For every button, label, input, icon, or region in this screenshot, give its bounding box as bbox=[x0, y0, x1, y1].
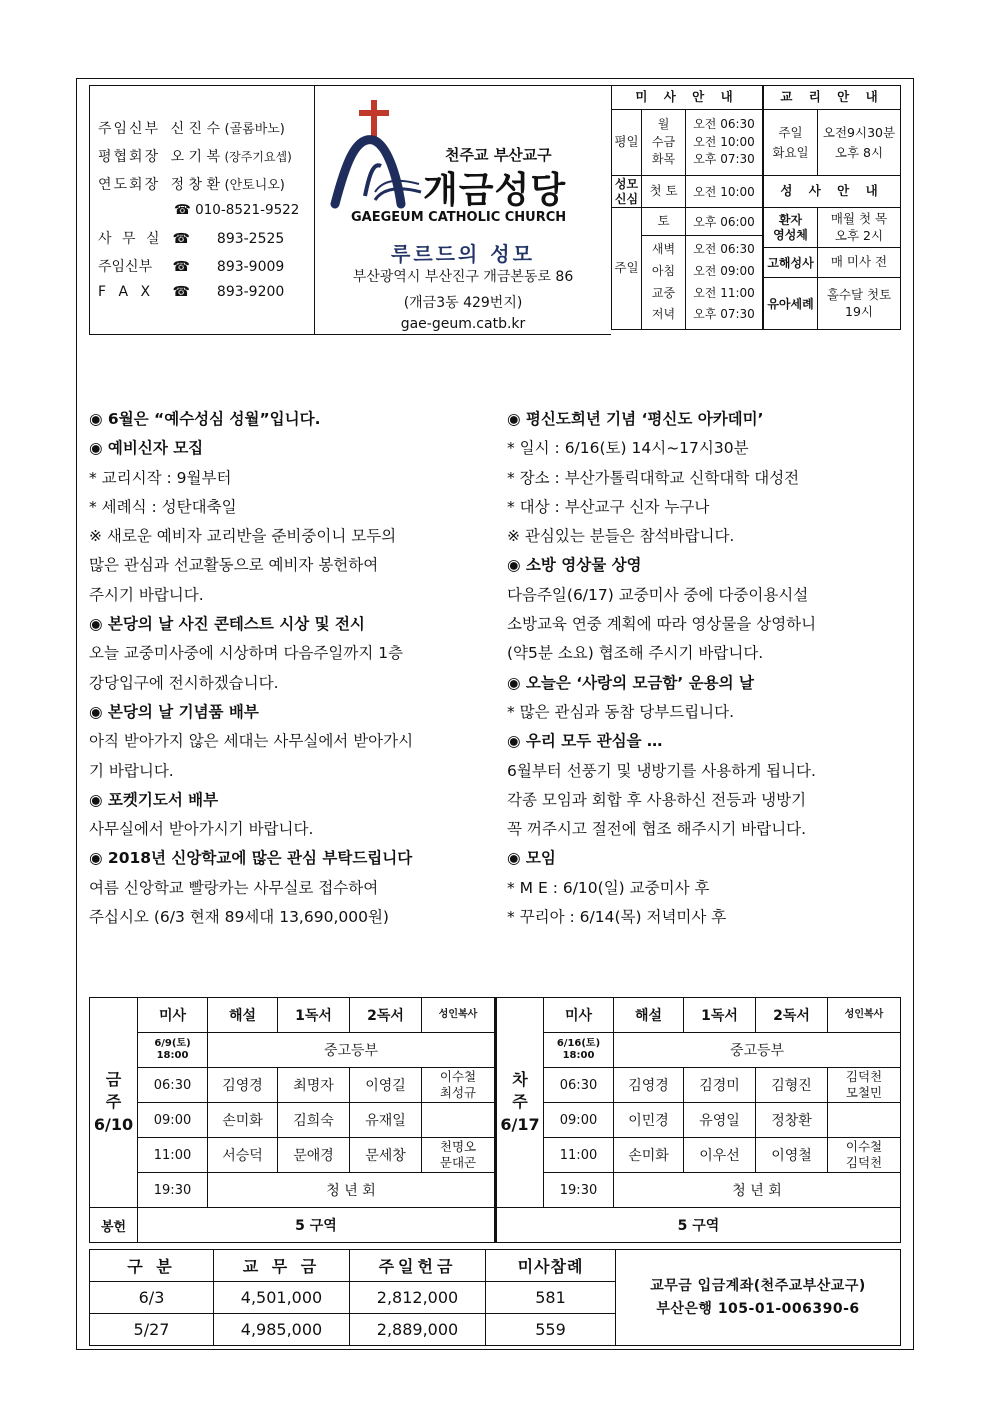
this-week-label: 금 주 6/10 bbox=[90, 998, 138, 1208]
contact-label: 사 무 실 bbox=[98, 231, 163, 247]
evening-mass-group: 청 년 회 bbox=[614, 1173, 901, 1208]
weekday-day: 화목 bbox=[651, 152, 676, 167]
mass-guide-title: 미 사 안 내 bbox=[612, 86, 763, 110]
staff-row-council bbox=[98, 146, 292, 166]
sat-vigil-day: 토 bbox=[642, 208, 686, 236]
commentator: 이민경 bbox=[614, 1103, 684, 1138]
notices-left-column bbox=[89, 405, 499, 932]
weekday-time: 오전 10:00 bbox=[693, 134, 755, 149]
evening-mass-group: 청 년 회 bbox=[208, 1173, 496, 1208]
mass-time: 09:00 bbox=[138, 1103, 208, 1138]
notice-text: * 장소 : 부산가톨릭대학교 신학대학 대성전 bbox=[507, 468, 800, 487]
sat-mass-group: 중고등부 bbox=[208, 1033, 496, 1068]
weekday-times bbox=[686, 110, 763, 176]
sacrament-time: 홀수달 첫토 19시 bbox=[818, 278, 901, 330]
notice-text: 6월부터 선풍기 및 냉방기를 사용하게 됩니다. bbox=[507, 761, 816, 780]
notice-text: 아직 받아가지 않은 세대는 사무실에서 받아가시 bbox=[89, 732, 414, 751]
staff-role: 평협회장 bbox=[98, 149, 161, 165]
notice-heading: ◉ 포켓기도서 배부 bbox=[89, 790, 219, 809]
sat-mass-time: 6/16(토) 18:00 bbox=[544, 1033, 614, 1068]
contact-row-office bbox=[98, 228, 284, 248]
notice-text: 여름 신앙학교 빨랑카는 사무실로 접수하여 bbox=[89, 878, 379, 897]
evening-mass-time: 19:30 bbox=[544, 1173, 614, 1208]
first-sat-day: 첫 토 bbox=[642, 176, 686, 208]
mass-time: 09:00 bbox=[544, 1103, 614, 1138]
col-header-mass: 미사 bbox=[138, 998, 208, 1033]
col-header-commentator: 해설 bbox=[614, 998, 684, 1033]
altar-servers: 천명오 문대곤 bbox=[422, 1138, 496, 1173]
contact-number: 893-9009 bbox=[216, 259, 285, 275]
contact-row-fax bbox=[98, 284, 284, 300]
church-website-link[interactable]: gae-geum.catb.kr bbox=[400, 316, 526, 332]
catechism-title: 교 리 안 내 bbox=[764, 86, 901, 110]
finance-header-offering: 주일헌금 bbox=[350, 1250, 486, 1282]
sunday-mass-time: 오전 09:00 bbox=[693, 263, 755, 278]
reader1: 최명자 bbox=[278, 1068, 350, 1103]
notice-heading: ◉ 우리 모두 관심을 … bbox=[507, 732, 663, 751]
dues-account-info bbox=[616, 1250, 901, 1346]
reader2: 이영길 bbox=[350, 1068, 422, 1103]
phone-icon: ☎ bbox=[172, 284, 190, 300]
notices-right-column bbox=[507, 405, 907, 932]
church-address: 부산광역시 부산진구 개금본동로 86 bbox=[352, 269, 574, 285]
notice-heading: ◉ 본당의 날 기념품 배부 bbox=[89, 702, 259, 721]
notice-text: * 많은 관심과 동참 당부드립니다. bbox=[507, 702, 735, 721]
contact-number: 893-9200 bbox=[216, 284, 285, 300]
weekday-days bbox=[642, 110, 686, 176]
contact-row-pastor bbox=[98, 256, 284, 276]
mass-time: 06:30 bbox=[138, 1068, 208, 1103]
phone-icon: ☎ bbox=[172, 259, 190, 275]
catechism-times: 오전9시30분 오후 8시 bbox=[818, 110, 901, 176]
col-header-altar-server: 성인복사 bbox=[422, 998, 496, 1033]
reader2: 김형진 bbox=[756, 1068, 828, 1103]
altar-servers bbox=[828, 1103, 901, 1138]
notice-text: 다음주일(6/17) 교중미사 중에 다중이용시설 bbox=[507, 585, 809, 604]
next-week-label: 차 주 6/17 bbox=[496, 998, 544, 1208]
staff-role: 주임신부 bbox=[98, 121, 161, 137]
staff-row-yeondo bbox=[98, 174, 285, 194]
reader1: 김희숙 bbox=[278, 1103, 350, 1138]
sunday-mass-time: 오전 06:30 bbox=[693, 242, 755, 257]
reader1: 문애경 bbox=[278, 1138, 350, 1173]
staff-role: 연도회장 bbox=[98, 177, 161, 193]
sunday-mass-time: 오후 07:30 bbox=[693, 307, 755, 322]
col-header-reading1: 1독서 bbox=[684, 998, 756, 1033]
reader2: 정창환 bbox=[756, 1103, 828, 1138]
weekday-label: 평일 bbox=[612, 110, 642, 176]
diocese-name: 천주교 부산교구 bbox=[445, 146, 552, 164]
commentator: 김영경 bbox=[208, 1068, 278, 1103]
notice-text: (약5분 소요) 협조해 주시기 바랍니다. bbox=[507, 644, 764, 663]
sacrament-time: 매월 첫 목 오후 2시 bbox=[818, 208, 901, 248]
offering-label: 봉헌 bbox=[90, 1208, 138, 1243]
church-logo-icon bbox=[325, 96, 435, 216]
staff-baptismal-name: (장주기요셉) bbox=[224, 150, 292, 164]
col-header-reading2: 2독서 bbox=[350, 998, 422, 1033]
staff-baptismal-name: (안토니오) bbox=[224, 178, 285, 193]
sunday-mass-times bbox=[686, 236, 763, 330]
staff-baptismal-name: (골롬바노) bbox=[224, 122, 285, 137]
evening-mass-time: 19:30 bbox=[138, 1173, 208, 1208]
reader1: 유영일 bbox=[684, 1103, 756, 1138]
commentator: 손미화 bbox=[614, 1138, 684, 1173]
notice-heading: ◉ 평신도희년 기념 ‘평신도 아카데미’ bbox=[507, 410, 764, 428]
notice-heading: ◉ 예비신자 모집 bbox=[89, 439, 204, 458]
altar-servers: 김덕천 모철민 bbox=[828, 1068, 901, 1103]
notice-text: 기 바랍니다. bbox=[89, 761, 174, 780]
notice-text: 오늘 교중미사중에 시상하며 다음주일까지 1층 bbox=[89, 644, 404, 663]
sunday-label: 주일 bbox=[612, 208, 642, 330]
church-name-english: GAEGEUM CATHOLIC CHURCH bbox=[351, 210, 567, 225]
church-address-detail: (개금3동 429번지) bbox=[403, 295, 523, 311]
account-number: 부산은행 105-01-006390-6 bbox=[656, 1300, 860, 1317]
first-sat-label: 성모 신심 bbox=[612, 176, 642, 208]
notice-text: 각종 모임과 회합 후 사용하신 전등과 냉방기 bbox=[507, 790, 807, 809]
notice-text: 주십시오 (6/3 현재 89세대 13,690,000원) bbox=[89, 908, 389, 927]
offering-next-week: 5 구역 bbox=[496, 1208, 901, 1243]
notice-text: * 대상 : 부산교구 신자 누구나 bbox=[507, 497, 710, 516]
col-header-altar-server: 성인복사 bbox=[828, 998, 901, 1033]
notice-text: 소방교육 연중 계획에 따라 영상물을 상영하니 bbox=[507, 615, 817, 634]
commentator: 서승덕 bbox=[208, 1138, 278, 1173]
notice-text: 많은 관심과 선교활동으로 예비자 봉헌하여 bbox=[89, 556, 379, 575]
col-header-commentator: 해설 bbox=[208, 998, 278, 1033]
staff-name: 오 기 복 bbox=[170, 149, 221, 165]
contact-label: F A X bbox=[98, 284, 155, 300]
notice-text: * 일시 : 6/16(토) 14시~17시30분 bbox=[507, 439, 749, 458]
mass-time: 11:00 bbox=[544, 1138, 614, 1173]
reader2: 이영철 bbox=[756, 1138, 828, 1173]
church-name-korean: 개금성당 bbox=[423, 170, 567, 211]
weekday-time: 오후 07:30 bbox=[693, 152, 755, 167]
contact-label: 주임신부 bbox=[98, 259, 153, 275]
sacrament-time: 매 미사 전 bbox=[818, 248, 901, 278]
mass-time: 11:00 bbox=[138, 1138, 208, 1173]
notice-text: 강당입구에 전시하겠습니다. bbox=[89, 673, 279, 692]
notice-text: 꼭 꺼주시고 절전에 협조 해주시기 바랍니다. bbox=[507, 820, 807, 839]
finance-offering: 2,889,000 bbox=[350, 1314, 486, 1346]
notice-text: * 세례식 : 성탄대축일 bbox=[89, 497, 237, 516]
finance-header-attendance: 미사참례 bbox=[486, 1250, 616, 1282]
notice-heading: ◉ 오늘은 ‘사랑의 모금함’ 운용의 날 bbox=[507, 673, 754, 692]
phone-icon: ☎ bbox=[172, 231, 190, 247]
altar-servers: 이수철 김덕천 bbox=[828, 1138, 901, 1173]
sunday-mass-name: 아침 bbox=[651, 263, 676, 278]
account-title: 교무금 입금계좌(천주교부산교구) bbox=[650, 1278, 866, 1295]
reader2: 문세창 bbox=[350, 1138, 422, 1173]
reader1: 김경미 bbox=[684, 1068, 756, 1103]
altar-servers bbox=[422, 1103, 496, 1138]
notice-text: ※ 새로운 예비자 교리반을 준비중이니 모두의 bbox=[89, 527, 397, 546]
finance-dues: 4,985,000 bbox=[214, 1314, 350, 1346]
finance-date: 6/3 bbox=[90, 1282, 214, 1314]
weekday-day: 월 bbox=[657, 117, 670, 132]
offering-this-week: 5 구역 bbox=[138, 1208, 496, 1243]
finance-attendance: 581 bbox=[486, 1282, 616, 1314]
sacrament-name: 고해성사 bbox=[764, 248, 818, 278]
notice-text: * M E : 6/10(일) 교중미사 후 bbox=[507, 878, 710, 897]
notice-heading: ◉ 본당의 날 사진 콘테스트 시상 및 전시 bbox=[89, 615, 365, 634]
notice-heading: ◉ 소방 영상물 상영 bbox=[507, 556, 642, 575]
catechism-days: 주일 화요일 bbox=[764, 110, 818, 176]
notice-text: ※ 관심있는 분들은 참석바랍니다. bbox=[507, 527, 735, 546]
col-header-reading2: 2독서 bbox=[756, 998, 828, 1033]
mass-guide-table bbox=[611, 85, 763, 330]
mobile-number: ☎ 010-8521-9522 bbox=[174, 202, 300, 218]
finance-table bbox=[89, 1249, 901, 1346]
sat-mass-group: 중고등부 bbox=[614, 1033, 901, 1068]
weekday-day: 수금 bbox=[651, 134, 676, 149]
sat-mass-time: 6/9(토) 18:00 bbox=[138, 1033, 208, 1068]
sunday-mass-name: 저녁 bbox=[651, 307, 676, 322]
catechism-sacrament-table bbox=[763, 85, 901, 330]
mass-time: 06:30 bbox=[544, 1068, 614, 1103]
sat-vigil-time: 오후 06:00 bbox=[686, 208, 763, 236]
liturgy-duty-table bbox=[89, 997, 901, 1243]
finance-date: 5/27 bbox=[90, 1314, 214, 1346]
bulletin-page bbox=[76, 78, 914, 1350]
commentator: 손미화 bbox=[208, 1103, 278, 1138]
col-header-mass: 미사 bbox=[544, 998, 614, 1033]
church-header bbox=[315, 85, 611, 335]
finance-dues: 4,501,000 bbox=[214, 1282, 350, 1314]
notice-heading: ◉ 6월은 “예수성심 성월”입니다. bbox=[89, 410, 321, 428]
sunday-mass-name: 새벽 bbox=[651, 242, 676, 257]
notice-text: * 꾸리아 : 6/14(목) 저녁미사 후 bbox=[507, 908, 727, 927]
staff-row-pastor bbox=[98, 118, 285, 138]
staff-contacts-box bbox=[89, 85, 315, 335]
col-header-reading1: 1독서 bbox=[278, 998, 350, 1033]
notice-text: * 교리시작 : 9월부터 bbox=[89, 468, 232, 487]
patron-saint: 루르드의 성모 bbox=[391, 242, 535, 266]
notice-text: 주시기 바랍니다. bbox=[89, 585, 204, 604]
notice-heading: ◉ 2018년 신앙학교에 많은 관심 부탁드립니다 bbox=[89, 849, 413, 868]
contact-number: 893-2525 bbox=[216, 231, 285, 247]
reader2: 유재일 bbox=[350, 1103, 422, 1138]
reader1: 이우선 bbox=[684, 1138, 756, 1173]
sunday-mass-name: 교중 bbox=[651, 285, 676, 300]
staff-name: 신 진 수 bbox=[170, 121, 221, 137]
sunday-mass-names bbox=[642, 236, 686, 330]
sacrament-name: 환자 영성체 bbox=[764, 208, 818, 248]
finance-header-dues: 교 무 금 bbox=[214, 1250, 350, 1282]
commentator: 김영경 bbox=[614, 1068, 684, 1103]
weekday-time: 오전 06:30 bbox=[693, 117, 755, 132]
sacrament-name: 유아세례 bbox=[764, 278, 818, 330]
sacrament-title: 성 사 안 내 bbox=[764, 176, 901, 208]
first-sat-time: 오전 10:00 bbox=[686, 176, 763, 208]
finance-attendance: 559 bbox=[486, 1314, 616, 1346]
finance-offering: 2,812,000 bbox=[350, 1282, 486, 1314]
finance-header-period: 구 분 bbox=[90, 1250, 214, 1282]
notice-text: 사무실에서 받아가시기 바랍니다. bbox=[89, 820, 314, 839]
staff-name: 정 창 환 bbox=[170, 177, 221, 193]
sunday-mass-time: 오전 11:00 bbox=[693, 285, 755, 300]
notice-heading: ◉ 모임 bbox=[507, 849, 556, 868]
altar-servers: 이수철 최성규 bbox=[422, 1068, 496, 1103]
